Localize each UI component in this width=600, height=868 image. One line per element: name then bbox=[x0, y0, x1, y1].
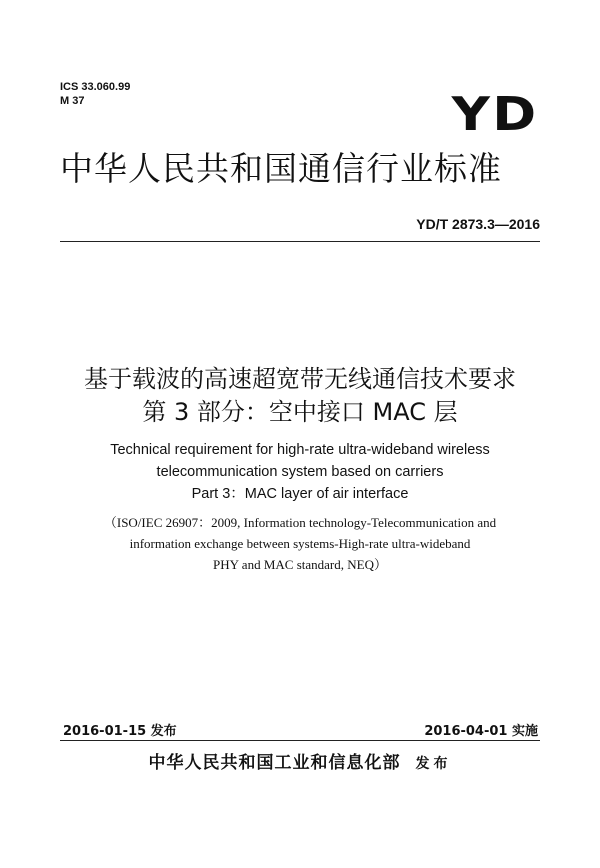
classification-codes bbox=[60, 80, 130, 108]
document-title-en-line3: Part 3：MAC layer of air interface bbox=[191, 486, 409, 502]
ccs-code: M 37 bbox=[60, 95, 85, 107]
issuing-authority bbox=[40, 748, 560, 773]
document-title-cn-line2: 第 3 部分：空中接口 MAC 层 bbox=[142, 398, 458, 426]
yd-logo: YD bbox=[451, 87, 538, 141]
implementation-date: 2016-04-01 实施 bbox=[424, 724, 538, 739]
document-title-en-line1: Technical requirement for high-rate ultra-wideband wireless bbox=[110, 442, 490, 458]
bottom-divider bbox=[60, 740, 540, 741]
reference-standard-line1: （ISO/IEC 26907：2009, Information technology-Telecommunication and bbox=[103, 515, 497, 530]
top-divider bbox=[60, 241, 540, 242]
standard-category-title: 中华人民共和国通信行业标准 bbox=[60, 149, 502, 188]
issue-date: 2016-01-15 发布 bbox=[63, 724, 177, 739]
standard-number: YD/T 2873.3—2016 bbox=[416, 216, 540, 232]
issuer-name: 中华人民共和国工业和信息化部 bbox=[148, 753, 401, 773]
issuer-action: 发布 bbox=[415, 756, 452, 772]
ics-code: ICS 33.060.99 bbox=[60, 81, 131, 93]
document-title-en-line2: telecommunication system based on carriers bbox=[156, 464, 444, 480]
document-title-cn-line1: 基于载波的高速超宽带无线通信技术要求 bbox=[84, 365, 516, 393]
reference-standard-line3: PHY and MAC standard, NEQ） bbox=[213, 557, 387, 572]
reference-standard-line2: information exchange between systems-High-rate ultra-wideband bbox=[129, 536, 471, 551]
